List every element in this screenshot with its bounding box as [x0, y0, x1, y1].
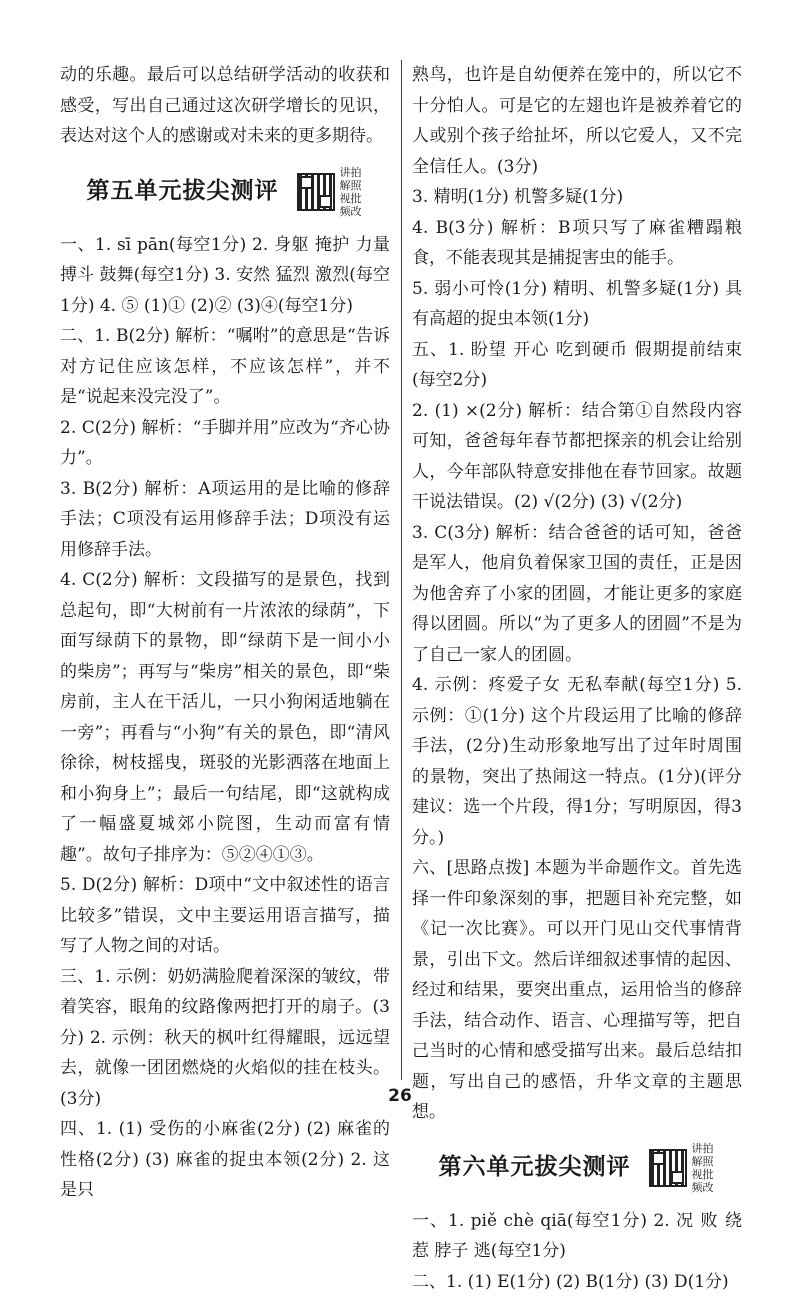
answer-paragraph: 3. 精明(1分) 机警多疑(1分): [412, 182, 742, 213]
left-column: [60, 60, 390, 1206]
answer-paragraph: 二、1. B(2分) 解析：“嘱咐”的意思是“告诉对方记住应该怎样，不应该怎样”，并不是“说起来没完没了”。: [60, 321, 390, 413]
answer-paragraph: 4. C(2分) 解析：文段描写的是景色，找到总起句，即“大树前有一片浓浓的绿荫”，下面写绿荫下的景物，即“绿荫下是一间小小的柴房”；再写与“柴房”相关的景色，即“柴房前，主人在干活儿，一只小狗闲适地躺在一旁”；再看与“小狗”有关的景色，即“清风徐徐，树枝摇曳，斑驳的光影洒落在地面上和小狗身上”；最后一句结尾，即“这就构成了一幅盛夏城郊小院图，生动而富有情趣”。故句子排序为：⑤②④①③。: [60, 565, 390, 870]
answer-paragraph: 三、1. 示例：奶奶满脸爬着深深的皱纹，带着笑容，眼角的纹路像两把打开的扇子。(3分) 2. 示例：秋天的枫叶红得耀眼，远远望去，就像一团团燃烧的火焰似的挂在枝头。(3分): [60, 962, 390, 1115]
column-divider: [401, 60, 402, 1080]
answer-paragraph: 二、1. (1) E(1分) (2) B(1分) (3) D(1分): [412, 1267, 742, 1297]
unit6-header: [412, 1142, 742, 1194]
answer-paragraph: 四、1. (1) 受伤的小麻雀(2分) (2) 麻雀的性格(2分) (3) 麻雀的捉虫本领(2分) 2. 这是只: [60, 1114, 390, 1206]
answer-paragraph: 五、1. 盼望 开心 吃到硬币 假期提前结束(每空2分): [412, 335, 742, 396]
answer-paragraph: 5. 弱小可怜(1分) 精明、机警多疑(1分) 具有高超的捉虫本领(1分): [412, 274, 742, 335]
answer-paragraph: 2. C(2分) 解析：“手脚并用”应改为“齐心协力”。: [60, 413, 390, 474]
qr-code-icon[interactable]: [297, 173, 335, 211]
unit5-header: [60, 166, 390, 218]
page-number: 26: [0, 1086, 800, 1106]
qr-code-icon[interactable]: [649, 1149, 687, 1187]
unit5-title: 第五单元拔尖测评: [87, 176, 279, 207]
intro-paragraph: 动的乐趣。最后可以总结研学活动的收获和感受，写出自己通过这次研学增长的见识，表达对这个人的感谢或对未来的更多期待。: [60, 60, 390, 152]
answer-paragraph: 2. (1) ×(2分) 解析：结合第①自然段内容可知，爸爸每年春节都把探亲的机会让给别人，今年部队特意安排他在春节回家。故题干说法错误。(2) √(2分) (3) √(2分): [412, 396, 742, 518]
answer-paragraph: 六、[思路点拨] 本题为半命题作文。首先选择一件印象深刻的事，把题目补充完整，如《记一次比赛》。可以开门见山交代事情背景，引出下文。然后详细叙述事情的起因、经过和结果，要突出重点，运用恰当的修辞手法，结合动作、语言、心理描写等，把自己当时的心情和感受描写出来。最后总结扣题，写出自己的感悟，升华文章的主题思想。: [412, 853, 742, 1128]
right-column: [412, 60, 742, 1297]
unit6-title: 第六单元拔尖测评: [439, 1152, 631, 1183]
answer-paragraph: 5. D(2分) 解析：D项中“文中叙述性的语言比较多”错误，文中主要运用语言描写，描写了人物之间的对话。: [60, 870, 390, 962]
answer-paragraph: 4. 示例：疼爱子女 无私奉献(每空1分) 5. 示例：①(1分) 这个片段运用了比喻的修辞手法，(2分)生动形象地写出了过年时周围的景物，突出了热闹这一特点。(1分)(评分建议：选一个片段，得1分；写明原因，得3分。): [412, 670, 742, 853]
answer-paragraph: 3. B(2分) 解析：A项运用的是比喻的修辞手法；C项没有运用修辞手法；D项没有运用修辞手法。: [60, 474, 390, 566]
qr-label: 讲拍解照视批频改: [338, 166, 364, 218]
answer-paragraph: 熟鸟，也许是自幼便养在笼中的，所以它不十分怕人。可是它的左翅也许是被养着它的人或别个孩子给扯坏，所以它爱人，又不完全信任人。(3分): [412, 60, 742, 182]
answer-paragraph: 4. B(3分) 解析：B项只写了麻雀糟蹋粮食，不能表现其是捕捉害虫的能手。: [412, 213, 742, 274]
answer-paragraph: 一、1. piě chè qiā(每空1分) 2. 况 败 绕 惹 脖子 逃(每空1分): [412, 1206, 742, 1267]
qr-label: 讲拍解照视批频改: [690, 1142, 716, 1194]
answer-paragraph: 3. C(3分) 解析：结合爸爸的话可知，爸爸是军人，他肩负着保家卫国的责任，正是因为他舍弃了小家的团圆，才能让更多的家庭得以团圆。所以“为了更多人的团圆”不是为了自己一家人的团圆。: [412, 518, 742, 671]
answer-paragraph: 一、1. sī pān(每空1分) 2. 身躯 掩护 力量 搏斗 鼓舞(每空1分) 3. 安然 猛烈 激烈(每空1分) 4. ⑤ (1)① (2)② (3)④(每空1分): [60, 230, 390, 322]
